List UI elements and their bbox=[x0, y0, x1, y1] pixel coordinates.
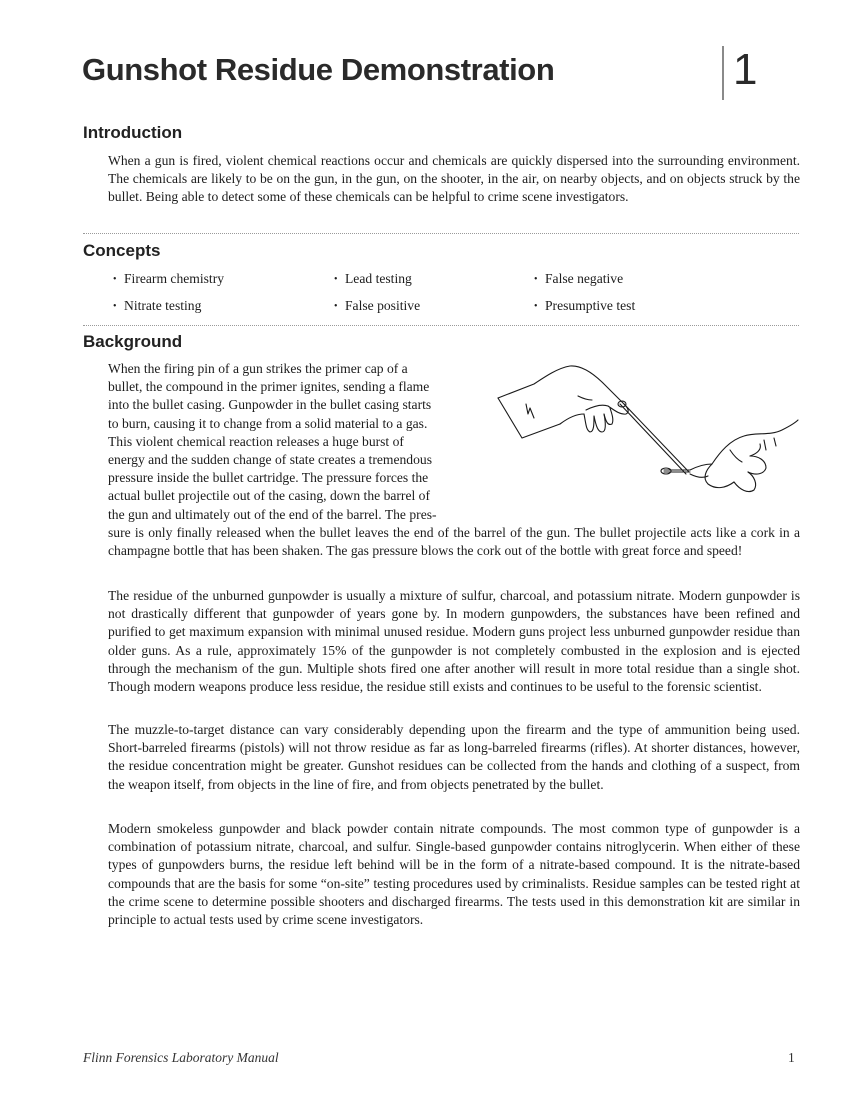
concept-label: False negative bbox=[545, 271, 624, 286]
bullet-icon: • bbox=[534, 301, 538, 312]
background-paragraph: The muzzle-to-target distance can vary considerably depending upon the firearm and the type of ammunition being used. Short-barreled firearms (pistols) will not throw residue as far as long-barreled firearms (rifles). At shorter distances, however, the residue concentration might be greater. Gunshot residues can be collected from the hands and clothing of a suspect, from the weapon itself, from objects in the line of fire, and from objects penetrated by the bullet. bbox=[108, 722, 800, 792]
bullet-icon: • bbox=[334, 274, 338, 285]
introduction-heading: Introduction bbox=[83, 123, 183, 142]
background-intro-wrapped bbox=[108, 360, 488, 524]
concept-item bbox=[534, 271, 623, 287]
section-divider bbox=[83, 325, 799, 326]
background-heading: Background bbox=[83, 332, 183, 351]
background-intro-continuation: sure is only finally released when the bullet leaves the end of the barrel of the gun. The bullet projectile acts like a cork in a champagne bottle that has been shaken. The gas pressure blows the cork out of the bottle with great force and speed! bbox=[108, 525, 800, 559]
chapter-divider bbox=[722, 46, 724, 100]
background-line: energy and the sudden change of state creates a tremendous bbox=[108, 452, 432, 468]
background-line: actual bullet projectile out of the casing, down the barrel of bbox=[108, 488, 430, 504]
bullet-icon: • bbox=[113, 274, 117, 285]
background-paragraph: Modern smokeless gunpowder and black powder contain nitrate compounds. The most common type of gunpowder is a combination of potassium nitrate, charcoal, and sulfur. Single-based gunpowder contains nitroglycerin. When either of these types of gunpowders burns, the residue left behind will be in the form of a nitrate-based compound. It is the nitrate-based compounds that are the basis for some “on-site” testing procedures used by criminalists. Residue samples can be tested right at the crime scene to determine possible shooters and discharged firearms. The tests used in this demonstration kit are similar in principle to actual tests used by crime scene investigators. bbox=[108, 821, 800, 928]
concept-item bbox=[334, 271, 412, 287]
concept-label: False positive bbox=[345, 298, 421, 313]
page-title: Gunshot Residue Demonstration bbox=[82, 52, 555, 87]
concept-item bbox=[113, 271, 224, 287]
concept-label: Firearm chemistry bbox=[124, 271, 225, 286]
chapter-number: 1 bbox=[733, 45, 758, 94]
bullet-icon: • bbox=[334, 301, 338, 312]
background-line: pressure inside the bullet cartridge. The pressure forces the bbox=[108, 470, 429, 486]
introduction-text: When a gun is fired, violent chemical reactions occur and chemicals are quickly dispersed into the surrounding environment. The chemicals are likely to be on the gun, in the gun, on the shooter, in the air, on nearby objects, and on objects struck by the bullet. Being able to detect some of these chemicals can be helpful to crime scene investigators. bbox=[108, 153, 800, 205]
background-line: the gun and ultimately out of the end of the barrel. The pres- bbox=[108, 506, 437, 522]
concept-item bbox=[534, 298, 635, 314]
concept-item bbox=[334, 298, 420, 314]
background-line: to burn, causing it to change from a solid material to a gas. bbox=[108, 415, 428, 431]
concept-label: Presumptive test bbox=[545, 298, 636, 313]
bullet-icon: • bbox=[534, 274, 538, 285]
background-line: into the bullet casing. Gunpowder in the bullet casing starts bbox=[108, 397, 432, 413]
footer-manual-title: Flinn Forensics Laboratory Manual bbox=[83, 1050, 279, 1065]
background-line: This violent chemical reaction releases a huge burst of bbox=[108, 433, 404, 449]
concept-label: Lead testing bbox=[345, 271, 412, 286]
section-divider bbox=[83, 233, 799, 234]
bullet-icon: • bbox=[113, 301, 117, 312]
concept-label: Nitrate testing bbox=[124, 298, 202, 313]
background-line: When the firing pin of a gun strikes the primer cap of a bbox=[108, 361, 408, 376]
hands-swab-illustration-icon bbox=[494, 360, 800, 510]
concept-item bbox=[113, 298, 201, 314]
concepts-heading: Concepts bbox=[83, 241, 161, 260]
background-paragraph: The residue of the unburned gunpowder is usually a mixture of sulfur, charcoal, and potassium nitrate. Modern gunpowder is not drastically different that gunpowder of years gone by. In modern gunpowders, the substances have been refined and purified to get maximum expansion with minimal unused residue. Modern guns project less unburned gunpowder residue than older guns. As a rule, approximately 15% of the gunpowder is not completely combusted in the explosion and is ejected through the mechanism of the gun. Multiple shots fired one after another will result in more total residue than a single shot. Though modern weapons produce less residue, the residue still exists and continues to be useful to the forensic scientist. bbox=[108, 588, 800, 695]
footer-page-number: 1 bbox=[788, 1050, 795, 1065]
background-line: bullet, the compound in the primer ignites, sending a flame bbox=[108, 379, 430, 395]
